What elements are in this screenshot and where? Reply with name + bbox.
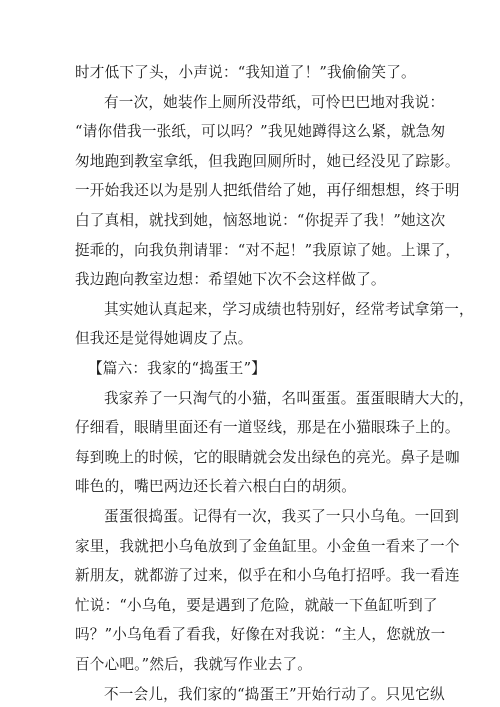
text-line: 但我还是觉得她调皮了点。 — [75, 330, 253, 348]
text-line: 每到晚上的时候，它的眼睛就会发出绿色的亮光。鼻子是咖 — [75, 448, 460, 466]
text-line: 挺乖的，向我负荆请罪：“对不起！”我原谅了她。上课了， — [75, 241, 461, 259]
text-line: 仔细看，眼睛里面还有一道竖线，那是在小猫眼珠子上的。 — [75, 419, 460, 437]
text-line: 一开始我还以为是别人把纸借给了她，再仔细想想，终于明 — [75, 182, 460, 200]
paragraph-start: 有一次，她装作上厕所没带纸，可怜巴巴地对我说： — [104, 93, 445, 111]
text-line: 啡色的，嘴巴两边还长着六根白白的胡须。 — [75, 478, 357, 496]
text-line: 时才低下了头，小声说：“我知道了！”我偷偷笑了。 — [75, 64, 416, 81]
paragraph-start: 蛋蛋很捣蛋。记得有一次，我买了一只小乌龟。一回到 — [104, 508, 460, 525]
text-line: 我边跑向教室边想：希望她下次不会这样做了。 — [75, 271, 386, 289]
paragraph-start: 我家养了一只淘气的小猫，名叫蛋蛋。蛋蛋眼睛大大的， — [104, 389, 474, 407]
text-line: 新朋友，就都游了过来，似乎在和小乌龟打招呼。我一看连 — [75, 567, 460, 585]
text-line: “请你借我一张纸，可以吗？”我见她蹲得这么紧，就急匆 — [75, 123, 446, 141]
paragraph-start: 其实她认真起来，学习成绩也特别好，经常考试拿第一， — [104, 300, 474, 318]
section-heading: 【篇六：我家的“捣蛋王”】 — [88, 360, 267, 377]
paragraph-start: 不一会儿，我们家的“捣蛋王”开始行动了。只见它纵 — [104, 685, 445, 703]
text-line: 匆地跑到教室拿纸，但我跑回厕所时，她已经没见了踪影。 — [75, 152, 460, 170]
text-line: 白了真相，就找到她，恼怒地说：“你捉弄了我！”她这次 — [75, 212, 446, 229]
text-line: 吗？”小乌龟看了看我，好像在对我说：“主人，您就放一 — [75, 626, 446, 644]
text-line: 百个心吧。”然后，我就写作业去了。 — [75, 656, 313, 673]
text-line: 忙说：“小乌龟，要是遇到了危险，就敲一下鱼缸听到了 — [75, 596, 438, 614]
text-line: 家里，我就把小乌龟放到了金鱼缸里。小金鱼一看来了一个 — [75, 537, 460, 555]
